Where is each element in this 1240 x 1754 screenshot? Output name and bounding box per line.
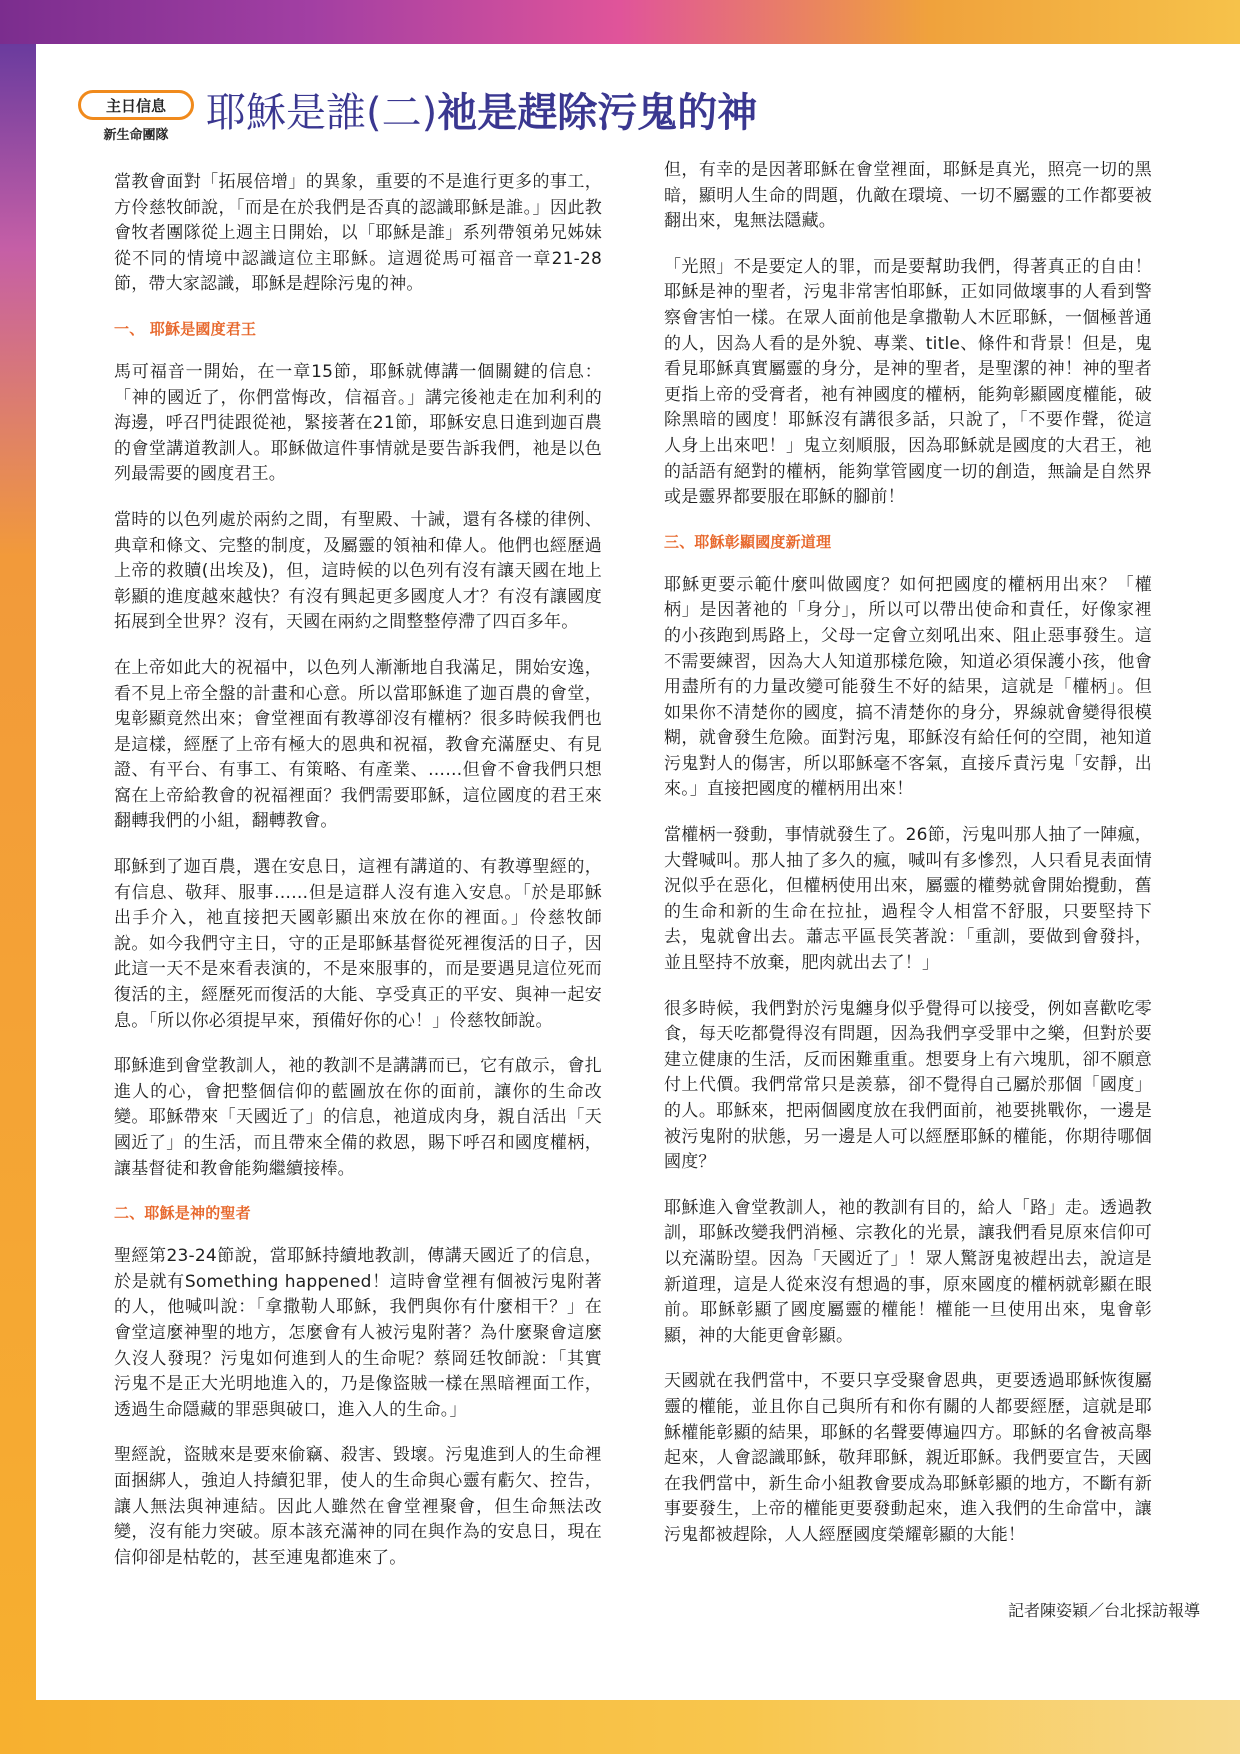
paragraph: 耶穌進入會堂教訓人，祂的教訓有目的，給人「路」走。透過教訓，耶穌改變我們消極、宗教化的光景，讓我們看見原來信仰可以充滿盼望。因為「天國近了」！眾人驚訝鬼被趕出去，說這是新道理，這是人從來沒有想過的事，原來國度的權柄就彰顯在眼前。耶穌彰顯了國度屬靈的權能！權能一旦使用出來，鬼會彰顯，神的大能更會彰顯。 <box>664 1197 1152 1346</box>
paragraph: 馬可福音一開始，在一章15節，耶穌就傳講一個關鍵的信息：「神的國近了，你們當悔改，信福音。」講完後祂走在加利利的海邊，呼召門徒跟從祂，緊接著在21節，耶穌安息日進到迦百農的會堂講道教訓人。耶穌做這件事情就是要告訴我們，祂是以色列最需要的國度君王。 <box>114 361 602 485</box>
paragraph: 當時的以色列處於兩約之間，有聖殿、十誡，還有各樣的律例、典章和條文、完整的制度，及屬靈的領袖和偉人。他們也經歷過上帝的救贖(出埃及)，但，這時候的以色列有沒有讓天國在地上彰顯的進度越來越快？有沒有興起更多國度人才？有沒有讓國度拓展到全世界？沒有，天國在兩約之間整整停滯了四百多年。 <box>114 509 602 633</box>
bottom-gradient-band <box>0 1700 1240 1754</box>
paragraph: 聖經說，盜賊來是要來偷竊、殺害、毀壞。污鬼進到人的生命裡面捆綁人，強迫人持續犯罪，使人的生命與心靈有虧欠、控告，讓人無法與神連結。因此人雖然在會堂裡聚會，但生命無法改變，沒有能力突破。原本該充滿神的同在與作為的安息日，現在信仰卻是枯乾的，甚至連鬼都進來了。 <box>114 1445 602 1568</box>
paragraph: 但，有幸的是因著耶穌在會堂裡面，耶穌是真光，照亮一切的黑暗，顯明人生命的問題，仇敵在環境、一切不屬靈的工作都要被翻出來，鬼無法隱藏。 <box>664 160 1152 232</box>
page-sheet <box>36 44 1240 1700</box>
paragraph: 耶穌更要示範什麼叫做國度？如何把國度的權柄用出來？「權柄」是因著祂的「身分」，所以可以帶出使命和責任，好像家裡的小孩跑到馬路上，父母一定會立刻吼出來、阻止惡事發生。這不需要練習，因為大人知道那樣危險，知道必須保護小孩，他會用盡所有的力量改變可能發生不好的結果，這就是「權柄」。但如果你不清楚你的國度，搞不清楚你的身分，界線就會變得很模糊，就會發生危險。面對污鬼，耶穌沒有給任何的空間，祂知道污鬼對人的傷害，所以耶穌毫不客氣，直接斥責污鬼「安靜，出來。」直接把國度的權柄用出來！ <box>664 574 1152 800</box>
right-column <box>664 158 1152 1569</box>
page-title <box>206 88 757 138</box>
section-heading: 一、 耶穌是國度君王 <box>114 319 257 338</box>
paragraph: 在上帝如此大的祝福中，以色列人漸漸地自我滿足，開始安逸，看不見上帝全盤的計畫和心意。所以當耶穌進了迦百農的會堂，鬼彰顯竟然出來；會堂裡面有教導卻沒有權柄？很多時候我們也是這樣，經歷了上帝有極大的恩典和祝福，教會充滿歷史、有見證、有平台、有事工、有策略、有產業、……但會不會我們只想窩在上帝給教會的祝福裡面？我們需要耶穌，這位國度的君王來翻轉我們的小組，翻轉教會。 <box>114 657 602 832</box>
team-label: 新生命團隊 <box>103 128 169 143</box>
top-gradient-band <box>0 0 1240 44</box>
section-heading: 二、耶穌是神的聖者 <box>114 1204 251 1223</box>
title-prefix: 耶穌是誰(二) <box>206 90 438 136</box>
paragraph: 天國就在我們當中，不要只享受聚會恩典，更要透過耶穌恢復屬靈的權能，並且你自己與所有和你有關的人都要經歷，這就是耶穌權能彰顯的結果，耶穌的名聲要傳遍四方。耶穌的名會被高舉起來，人會認識耶穌，敬拜耶穌，親近耶穌。我們要宣告，天國在我們當中，新生命小組教會要成為耶穌彰顯的地方，不斷有新事要發生，上帝的權能更要發動起來，進入我們的生命當中，讓污鬼都被趕除，人人經歷國度榮耀彰顯的大能！ <box>664 1371 1152 1545</box>
title-main: 祂是趕除污鬼的神 <box>437 90 758 136</box>
paragraph: 很多時候，我們對於污鬼纏身似乎覺得可以接受，例如喜歡吃零食，每天吃都覺得沒有問題，因為我們享受罪中之樂，但對於要建立健康的生活，反而困難重重。想要身上有六塊肌，卻不願意付上代價。我們常常只是羨慕，卻不覺得自己屬於那個「國度」的人。耶穌來，把兩個國度放在我們面前，祂要挑戰你，一邊是被污鬼附的狀態，另一邊是人可以經歷耶穌的權能，你期待哪個國度？ <box>664 998 1152 1173</box>
category-tag: 主日信息 <box>78 90 194 120</box>
paragraph: 聖經第23-24節說，當耶穌持續地教訓，傳講天國近了的信息，於是就有Something happened！這時會堂裡有個被污鬼附著的人，他喊叫說：「拿撒勒人耶穌，我們與你有什麼相干？」在會堂這麼神聖的地方，怎麼會有人被污鬼附著？為什麼聚會這麼久沒人發現？污鬼如何進到人的生命呢？蔡岡廷牧師說：「其實污鬼不是正大光明地進入的，乃是像盜賊一樣在黑暗裡面工作，透過生命隱藏的罪惡與破口，進入人的生命。」 <box>114 1246 602 1420</box>
paragraph: 「光照」不是要定人的罪，而是要幫助我們，得著真正的自由！耶穌是神的聖者，污鬼非常害怕耶穌，正如同做壞事的人看到警察會害怕一樣。在眾人面前他是拿撒勒人木匠耶穌，一個極普通的人，因為人看的是外貌、專業、title、條件和背景！但是，鬼看見耶穌真實屬靈的身分，是神的聖者，是聖潔的神！神的聖者更指上帝的受膏者，祂有神國度的權柄，能夠彰顯國度權能，破除黑暗的國度！耶穌沒有講很多話，只說了，「不要作聲，從這人身上出來吧！」鬼立刻順服，因為耶穌就是國度的大君王，祂的話語有絕對的權柄，能夠掌管國度一切的創造，無論是自然界或是靈界都要服在耶穌的腳前！ <box>664 256 1152 508</box>
section-heading: 三、耶穌彰顯國度新道理 <box>664 532 832 551</box>
paragraph: 耶穌到了迦百農，選在安息日，這裡有講道的、有教導聖經的，有信息、敬拜、服事……但是這群人沒有進入安息。「於是耶穌出手介入，祂直接把天國彰顯出來放在你的裡面。」伶慈牧師說。如今我們守主日，守的正是耶穌基督從死裡復活的日子，因此這一天不是來看表演的，不是來服事的，而是要遇見這位死而復活的主，經歷死而復活的大能、享受真正的平安、與神一起安息。「所以你必須提早來，預備好你的心！」伶慈牧師說。 <box>114 857 602 1031</box>
paragraph: 當權柄一發動，事情就發生了。26節，污鬼叫那人抽了一陣瘋，大聲喊叫。那人抽了多久的瘋，喊叫有多慘烈，人只看見表面情況似乎在惡化，但權柄使用出來，屬靈的權勢就會開始攪動，舊的生命和新的生命在拉扯，過程令人相當不舒服，只要堅持下去，鬼就會出去。蕭志平區長笑著說：「重訓，要做到會發抖，並且堅持不放棄，肥肉就出去了！」 <box>664 825 1152 974</box>
paragraph: 耶穌進到會堂教訓人，祂的教訓不是講講而已，它有啟示，會扎進人的心，會把整個信仰的藍圖放在你的面前，讓你的生命改變。耶穌帶來「天國近了」的信息，祂道成肉身，親自活出「天國近了」的生活，而且帶來全備的救恩，賜下呼召和國度權柄，讓基督徒和教會能夠繼續接棒。 <box>114 1056 602 1179</box>
paragraph: 當教會面對「拓展倍增」的異象，重要的不是進行更多的事工，方伶慈牧師說，「而是在於我們是否真的認識耶穌是誰。」因此教會牧者團隊從上週主日開始，以「耶穌是誰」系列帶領弟兄姊妹從不同的情境中認識這位主耶穌。這週從馬可福音一章21-28節，帶大家認識，耶穌是趕除污鬼的神。 <box>114 172 602 295</box>
reporter-byline: 記者陳姿穎／台北採訪報導 <box>1007 1601 1200 1620</box>
left-column <box>114 170 602 1591</box>
left-gradient-band <box>0 44 36 1754</box>
